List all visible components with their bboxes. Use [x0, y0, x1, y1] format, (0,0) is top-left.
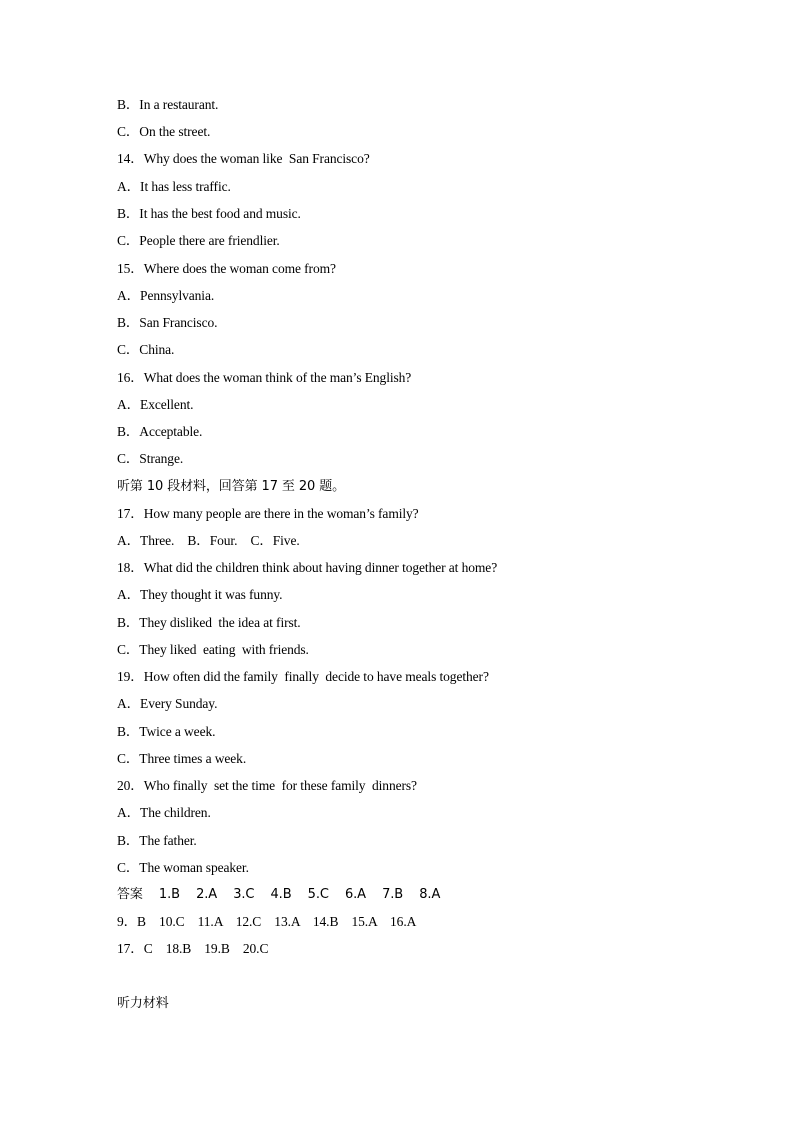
- answer-key-line-1: 答案 1.B 2.A 3.C 4.B 5.C 6.A 7.B 8.A: [117, 887, 441, 902]
- question-17: 17．How many people are there in the woman’s family?: [117, 506, 419, 521]
- option-19-c: C．Three times a week.: [117, 751, 247, 766]
- transcript-heading: 听力材料: [117, 996, 169, 1011]
- option-14-a: A．It has less traffic.: [117, 179, 231, 194]
- question-20: 20．Who finally set the time for these family dinners?: [117, 778, 417, 793]
- option-15-b: B．San Francisco.: [117, 315, 218, 330]
- question-19: 19．How often did the family finally decide to have meals together?: [117, 669, 489, 684]
- question-16: 16．What does the woman think of the man’s English?: [117, 370, 412, 385]
- answer-key-line-2: 9．B 10.C 11.A 12.C 13.A 14.B 15.A 16.A: [117, 914, 417, 929]
- answer-key-line-3: 17．C 18.B 19.B 20.C: [117, 941, 269, 956]
- question-18: 18．What did the children think about having dinner together at home?: [117, 560, 498, 575]
- option-14-b: B．It has the best food and music.: [117, 206, 301, 221]
- option-18-a: A．They thought it was funny.: [117, 587, 283, 602]
- option-16-b: B．Acceptable.: [117, 424, 203, 439]
- option-13-b: B．In a restaurant.: [117, 97, 219, 112]
- option-18-b: B．They disliked the idea at first.: [117, 615, 301, 630]
- option-20-b: B．The father.: [117, 833, 197, 848]
- option-20-c: C．The woman speaker.: [117, 860, 249, 875]
- option-19-a: A．Every Sunday.: [117, 696, 218, 711]
- options-17: A．Three. B．Four. C．Five.: [117, 533, 300, 548]
- option-16-a: A．Excellent.: [117, 397, 194, 412]
- option-15-c: C．China.: [117, 342, 175, 357]
- question-14: 14．Why does the woman like San Francisco?: [117, 151, 370, 166]
- option-19-b: B．Twice a week.: [117, 724, 216, 739]
- section-instruction: 听第 10 段材料，回答第 17 至 20 题。: [117, 479, 346, 494]
- option-13-c: C．On the street.: [117, 124, 211, 139]
- option-15-a: A．Pennsylvania.: [117, 288, 215, 303]
- option-14-c: C．People there are friendlier.: [117, 233, 280, 248]
- option-16-c: C．Strange.: [117, 451, 184, 466]
- option-20-a: A．The children.: [117, 805, 211, 820]
- option-18-c: C．They liked eating with friends.: [117, 642, 309, 657]
- question-15: 15．Where does the woman come from?: [117, 261, 336, 276]
